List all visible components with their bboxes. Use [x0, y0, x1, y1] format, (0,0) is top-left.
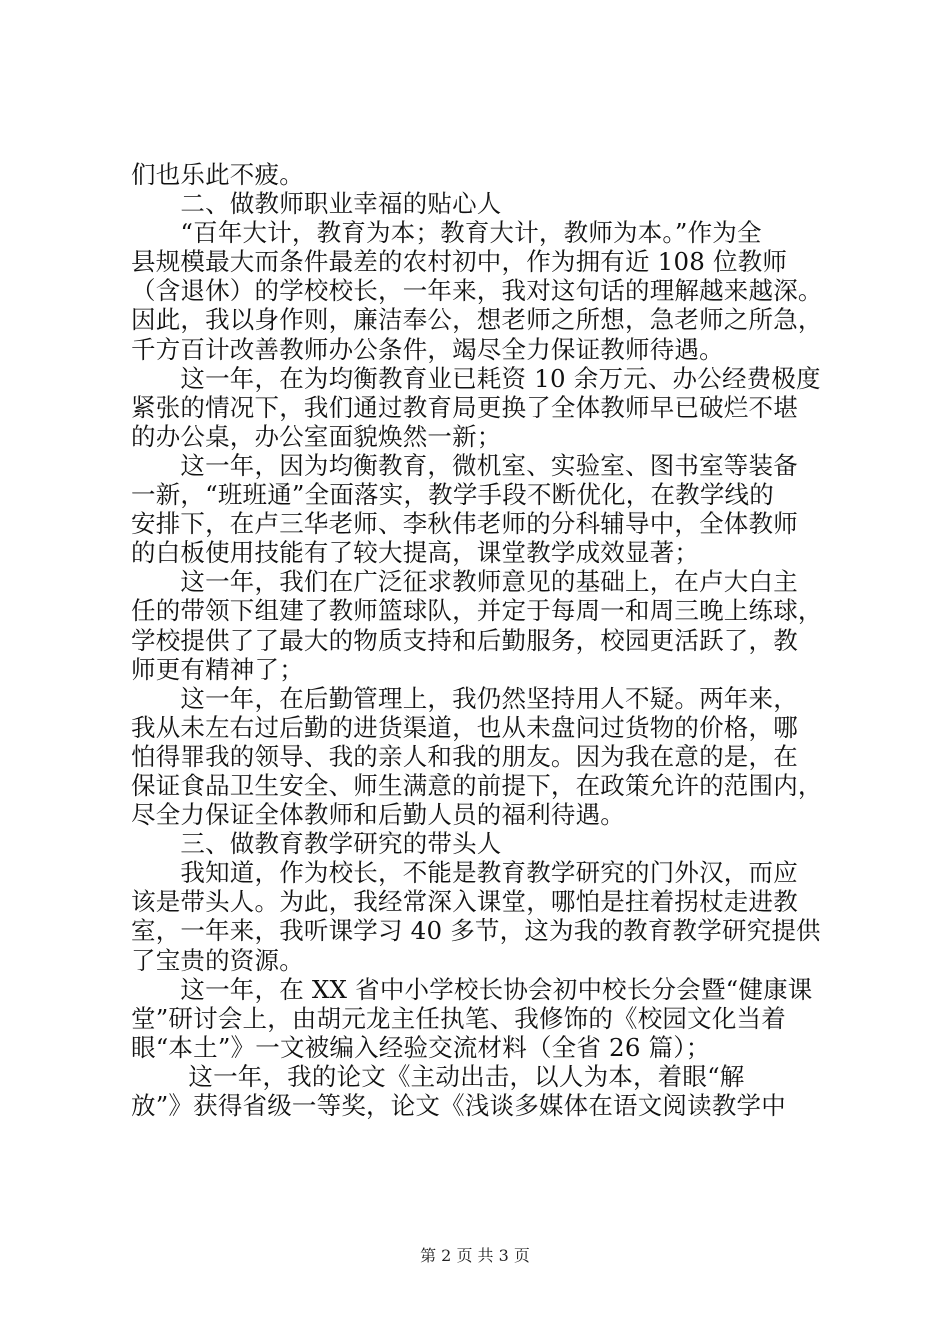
text-line: 保证食品卫生安全、师生满意的前提下，在政策允许的范围内，	[131, 770, 823, 800]
text-line: 们也乐此不疲。	[131, 160, 304, 189]
text-line: 安排下，在卢三华老师、李秋伟老师的分科辅导中，全体教师	[131, 509, 798, 539]
document-body	[131, 160, 831, 1120]
text-line: 的办公桌，办公室面貌焕然一新；	[131, 421, 502, 451]
text-line: 这一年，在为均衡教育业已耗资 10 余万元、办公经费极度	[131, 363, 821, 393]
text-line: 这一年，在 XX 省中小学校长协会初中校长分会暨“健康课	[131, 974, 813, 1004]
text-line: 这一年，在后勤管理上，我仍然坚持用人不疑。两年来，	[131, 683, 798, 713]
text-line: 这一年，我的论文《主动出击，以人为本，着眼“解	[131, 1061, 745, 1091]
text-line: 任的带领下组建了教师篮球队，并定于每周一和周三晚上练球，	[131, 596, 823, 626]
text-line: 一新，“班班通”全面落实，教学手段不断优化，在教学线的	[131, 480, 774, 510]
text-line: 千方百计改善教师办公条件，竭尽全力保证教师待遇。	[131, 334, 724, 364]
text-line: “百年大计，教育为本；教育大计，教师为本。”作为全	[131, 218, 762, 248]
text-line: 眼“本土”》一文被编入经验交流材料（全省 26 篇）；	[131, 1032, 711, 1062]
text-line: 我从未左右过后勤的进货渠道，也从未盘问过货物的价格，哪	[131, 712, 798, 742]
text-line: 师更有精神了；	[131, 654, 304, 684]
text-line: 紧张的情况下，我们通过教育局更换了全体教师早已破烂不堪	[131, 392, 798, 422]
text-line: 放”》获得省级一等奖，论文《浅谈多媒体在语文阅读教学中	[131, 1091, 786, 1120]
section-heading: 二、做教师职业幸福的贴心人	[131, 189, 502, 219]
section-heading: 三、做教育教学研究的带头人	[131, 829, 502, 859]
text-line: 的白板使用技能有了较大提高，课堂教学成效显著；	[131, 538, 700, 568]
text-line: 这一年，因为均衡教育，微机室、实验室、图书室等装备	[131, 450, 798, 480]
page-number-footer: 第 2 页 共 3 页	[420, 1246, 530, 1265]
text-line: （含退休）的学校校长，一年来，我对这句话的理解越来越深。	[131, 276, 823, 306]
text-line: 室，一年来，我听课学习 40 多节，这为我的教育教学研究提供	[131, 916, 821, 946]
text-line: 怕得罪我的领导、我的亲人和我的朋友。因为我在意的是，在	[131, 741, 798, 771]
text-line: 尽全力保证全体教师和后勤人员的福利待遇。	[131, 800, 625, 830]
text-line: 县规模最大而条件最差的农村初中，作为拥有近 108 位教师	[131, 247, 788, 277]
text-line: 该是带头人。为此，我经常深入课堂，哪怕是拄着拐杖走进教	[131, 887, 798, 917]
text-line: 堂”研讨会上，由胡元龙主任执笔、我修饰的《校园文化当着	[131, 1003, 786, 1033]
text-line: 我知道，作为校长，不能是教育教学研究的门外汉，而应	[131, 858, 798, 888]
text-line: 因此，我以身作则，廉洁奉公，想老师之所想，急老师之所急，	[131, 305, 823, 335]
text-line: 学校提供了了最大的物质支持和后勤服务，校园更活跃了，教	[131, 625, 798, 655]
text-line: 这一年，我们在广泛征求教师意见的基础上，在卢大白主	[131, 567, 798, 597]
text-line: 了宝贵的资源。	[131, 945, 304, 975]
